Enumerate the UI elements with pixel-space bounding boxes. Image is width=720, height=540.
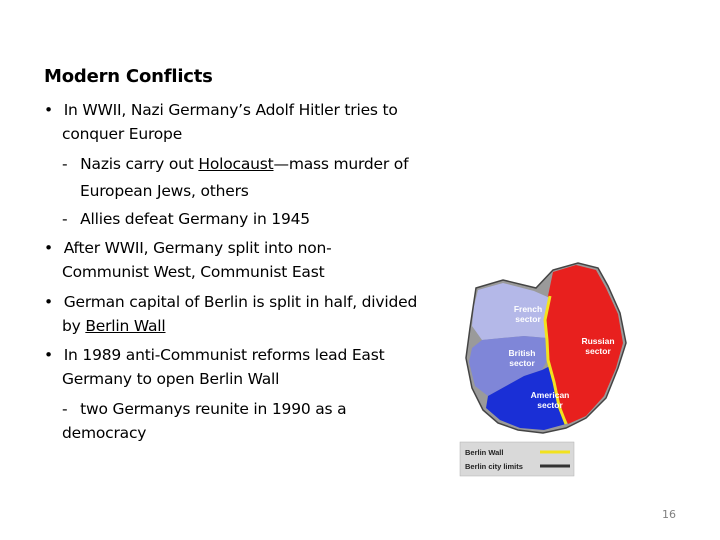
sub-bullet-text-post: —mass murder of <box>273 155 409 173</box>
bullet-3-line-1 <box>44 292 417 312</box>
american-sector-label-1: American <box>530 390 570 400</box>
page-number: 16 <box>662 508 676 521</box>
russian-sector-label-1: Russian <box>581 336 615 346</box>
bullet-marker: • <box>44 293 53 311</box>
sub-bullet-3-line-2: democracy <box>62 424 147 442</box>
bullet-1-line-1 <box>44 100 398 120</box>
bullet-text: After WWII, Germany split into non- <box>63 239 332 257</box>
sub-bullet-2 <box>62 209 310 229</box>
map-legend <box>460 442 574 476</box>
french-sector-label-1: French <box>513 304 543 314</box>
sub-bullet-text: Allies defeat Germany in 1945 <box>80 210 310 228</box>
sub-bullet-3-line-1 <box>62 399 346 419</box>
bullet-4-line-1 <box>44 345 384 365</box>
sub-bullet-marker: - <box>62 400 68 418</box>
sub-bullet-text: two Germanys reunite in 1990 as a <box>80 400 347 418</box>
british-sector-label-1: British <box>508 348 536 358</box>
sub-bullet-marker: - <box>62 155 68 173</box>
bullet-marker: • <box>44 101 53 119</box>
legend-city-limits-label: Berlin city limits <box>465 462 523 471</box>
bullet-text: In 1989 anti-Communist reforms lead East <box>63 346 385 364</box>
slide-title: Modern Conflicts <box>44 66 213 87</box>
american-sector-label-2: sector <box>537 400 563 410</box>
bullet-4-line-2: Germany to open Berlin Wall <box>62 370 280 388</box>
bullet-2-line-1 <box>44 238 332 258</box>
holocaust-link[interactable]: Holocaust <box>198 155 274 173</box>
bullet-marker: • <box>44 346 53 364</box>
bullet-marker: • <box>44 239 53 257</box>
british-sector-label-2: sector <box>509 358 535 368</box>
french-sector-label-2: sector <box>515 314 541 324</box>
bullet-text-pre: by <box>62 317 86 335</box>
bullet-text: In WWII, Nazi Germany’s Adolf Hitler tries to <box>63 101 398 119</box>
berlin-sectors-map <box>458 258 628 478</box>
sub-bullet-1-line-2: European Jews, others <box>80 182 249 200</box>
bullet-text: German capital of Berlin is split in half, divided <box>63 293 418 311</box>
legend-berlin-wall-label: Berlin Wall <box>465 448 504 457</box>
sub-bullet-text-pre: Nazis carry out <box>80 155 199 173</box>
sub-bullet-1-line-1 <box>62 154 408 174</box>
russian-sector-label-2: sector <box>585 346 611 356</box>
bullet-2-line-2: Communist West, Communist East <box>62 263 325 281</box>
bullet-3-line-2 <box>62 316 166 336</box>
berlin-wall-link[interactable]: Berlin Wall <box>85 317 166 335</box>
sub-bullet-marker: - <box>62 210 68 228</box>
bullet-1-line-2: conquer Europe <box>62 125 183 143</box>
